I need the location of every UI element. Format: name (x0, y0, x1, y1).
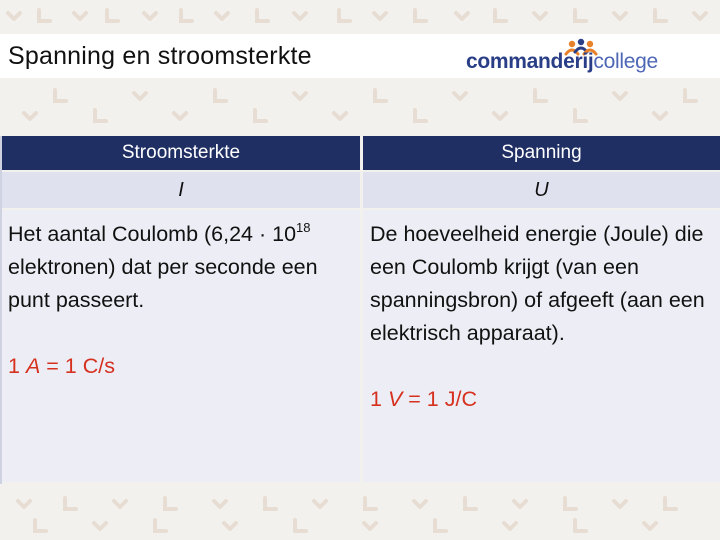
formula-lhs: 1 (8, 354, 26, 378)
formula-lhs: 1 (370, 387, 388, 411)
logo-text-main: commanderij (466, 50, 594, 73)
formula-rhs: = 1 J/C (402, 387, 477, 411)
header-stroomsterkte: Stroomsterkte (2, 136, 360, 170)
formula-variable: A (25, 354, 41, 378)
logo-wordmark (466, 50, 658, 74)
header-spanning: Spanning (363, 136, 720, 170)
current-definition-part2: elektronen) dat per seconde een punt passeert. (8, 255, 318, 312)
formula-rhs: = 1 C/s (40, 354, 115, 378)
symbol-voltage: U (363, 172, 720, 208)
symbol-current: I (2, 172, 360, 208)
cell-current-description (2, 210, 360, 482)
voltage-definition: De hoeveelheid energie (Joule) die een Coulomb krijgt (van een spanningsbron) of afgeeft (aan een elektrisch apparaat). (370, 222, 705, 345)
school-logo (466, 38, 656, 78)
formula-variable: V (387, 387, 403, 411)
slide-title: Spanning en stroomsterkte (8, 42, 312, 70)
exponent: 18 (296, 220, 311, 235)
logo-text-college: college (593, 50, 658, 73)
cell-voltage-description (363, 210, 720, 482)
current-definition-part1: Het aantal Coulomb (6,24 · 10 (8, 222, 297, 246)
current-unit-formula (8, 350, 354, 383)
current-definition (8, 218, 354, 317)
voltage-unit-formula (370, 383, 714, 416)
